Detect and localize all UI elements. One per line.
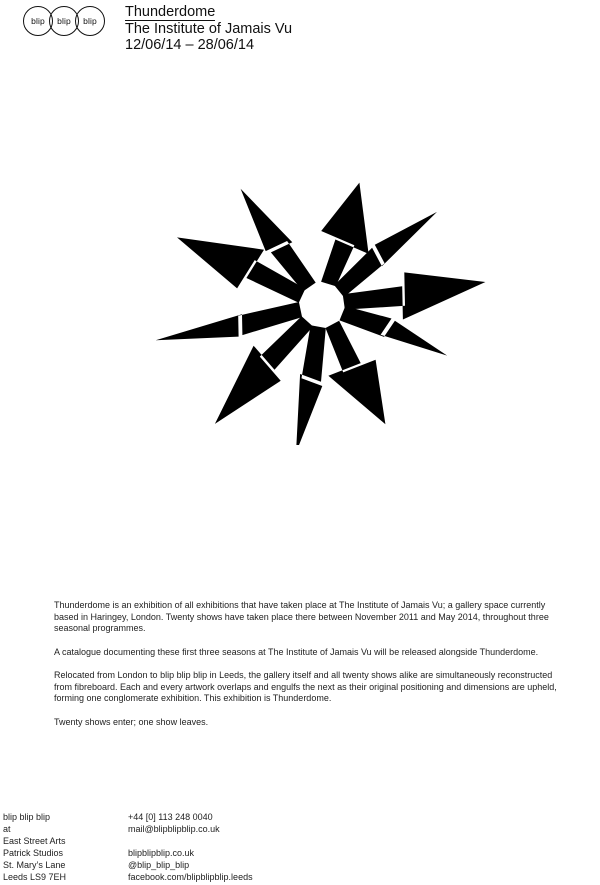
website-link[interactable]: blipblipblip.co.uk [128, 848, 195, 858]
logo-word: blip [57, 15, 71, 26]
lightning-burst-icon [130, 165, 525, 445]
logo [23, 6, 107, 36]
description-paragraph: Relocated from London to blip blip blip in Leeds, the gallery itself and all twenty shows alike are simultaneously reconstructed from fibreboard. Each and every artwork overlaps and engulfs the next as their original positioning and dimensions are upheld, forming one conglomerate exhibition. This exhibition is Thunderdome. [54, 670, 557, 703]
description-paragraph: Twenty shows enter; one show leaves. [54, 716, 209, 727]
description-paragraph: Thunderdome is an exhibition of all exhibitions that have taken place at The Institute of Jamais Vu; a gallery space currently based in Haringey, London. Twenty shows have taken place there between November 2011 and May 2014, throughout three seasonal programmes. [54, 600, 549, 633]
venue-name: The Institute of Jamais Vu [125, 21, 293, 37]
email-link[interactable]: mail@blipblipblip.co.uk [128, 824, 220, 834]
facebook-link[interactable]: facebook.com/blipblipblip.leeds [128, 872, 253, 882]
twitter-link[interactable]: @blip_blip_blip [128, 860, 190, 870]
address-line: St. Mary’s Lane [3, 860, 66, 870]
gallery-address [3, 811, 66, 883]
logo-word: blip [31, 15, 45, 26]
exhibition-dates: 12/06/14 – 28/06/14 [125, 37, 255, 53]
address-line: East Street Arts [3, 836, 66, 846]
address-line: at [3, 824, 11, 834]
lightning-bolt [340, 306, 448, 356]
logo-word: blip [83, 15, 97, 26]
lightning-bolt [326, 321, 386, 424]
exhibition-description [54, 600, 569, 740]
logo-circle [75, 6, 105, 36]
lightning-bolt [296, 325, 326, 445]
spacer [128, 835, 253, 847]
phone-number: +44 [0] 113 248 0040 [128, 812, 213, 822]
exhibition-title: Thunderdome [125, 4, 216, 20]
gallery-contacts [128, 811, 253, 883]
description-paragraph: A catalogue documenting these first three seasons at The Institute of Jamais Vu will be released alongside Thunderdome. [54, 646, 539, 657]
address-line: Leeds LS9 7EH [3, 872, 67, 882]
address-line: blip blip blip [3, 812, 51, 822]
exhibition-header [125, 4, 292, 53]
address-line: Patrick Studios [3, 848, 64, 858]
lightning-bolt [156, 302, 302, 340]
